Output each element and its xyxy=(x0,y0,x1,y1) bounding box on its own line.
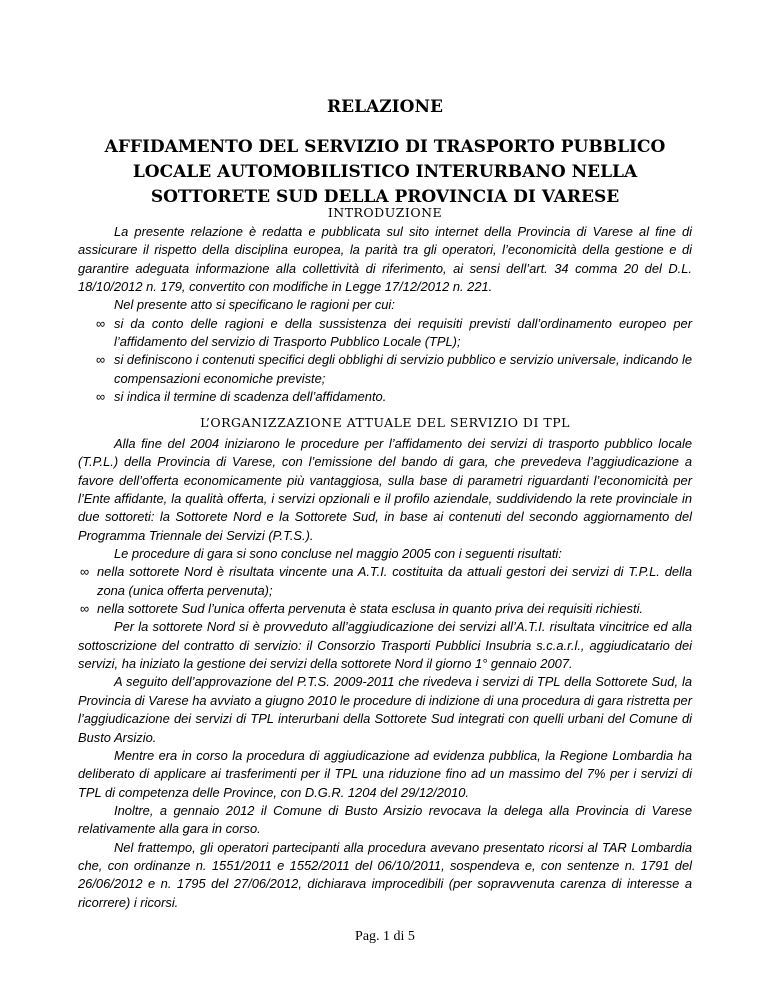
org-paragraph-4: A seguito dell’approvazione del P.T.S. 2009-2011 che rivedeva i servizi di TPL della Sottorete Sud, la Provincia di Varese ha avviato a giugno 2010 le procedure di indizione di una procedura di gara ristretta per l’aggiudicazione dei servizi di TPL interurbani della Sottorete Sud integrati con quelli urbani del Comune di Busto Arsizio. xyxy=(78,674,692,745)
intro-bullet-list xyxy=(78,315,692,407)
bullet-icon: ∞ xyxy=(96,315,106,331)
list-item: ∞ nella sottorete Nord è risultata vincente una A.T.I. costituita da attuali gestori dei servizi di T.P.L. della zona (unica offerta pervenuta); xyxy=(80,564,692,598)
list-item: ∞ si indica il termine di scadenza dell’affidamento. xyxy=(78,388,692,406)
organization-heading: L’ORGANIZZAZIONE ATTUALE DEL SERVIZIO DI TPL xyxy=(200,415,570,430)
org-paragraph-1: Alla fine del 2004 iniziarono le procedure per l’affidamento dei servizi di trasporto pubblico locale (T.P.L.) della Provincia di Varese, con l’emissione del bando di gara, che prevedeva l’aggiudicazione a favore dell’offerta economicamente più vantaggiosa, sulla base di parametri riguardanti l’economicità per l’Ente affidante, la qualità offerta, i servizi opzionali e il profilo aziendale, suddividendo la rete provinciale in due sottoreti: la Sottorete Nord e la Sottorete Sud, in base ai contenuti del secondo aggiornamento del Programma Triennale dei Servizi (P.T.S.). xyxy=(78,436,692,543)
intro-heading: INTRODUZIONE xyxy=(327,205,443,220)
intro-paragraph-2: Nel presente atto si specificano le ragioni per cui: xyxy=(114,297,395,313)
bullet-icon: ∞ xyxy=(96,352,106,368)
org-paragraph-3: Per la sottorete Nord si è provveduto all’aggiudicazione dei servizi all’A.T.I. risultata vincitrice ed alla sottoscrizione del contratto di servizio: il Consorzio Trasporti Pubblici Insubria s.c.a.r.l., aggiudicatario dei servizi, ha iniziato la gestione dei servizi della sottorete Nord il giorno 1° gennaio 2007. xyxy=(78,619,692,672)
page-number: Pag. 1 di 5 xyxy=(355,929,415,944)
list-item: ∞ si da conto delle ragioni e della sussistenza dei requisiti previsti dall’ordinamento europeo per l’affidamento del servizio di Trasporto Pubblico Locale (TPL); xyxy=(96,315,692,350)
org-paragraph-7: Nel frattempo, gli operatori partecipanti alla procedura avevano presentato ricorsi al TAR Lombardia che, con ordinanze n. 1551/2011 e 1552/2011 del 06/10/2011, sospendeva e, con sentenze n. 1791 del 26/06/2012 e n. 1795 del 27/06/2012, dichiarava improcedibili (per sopravvenuta carenza di interesse a ricorrere) i ricorsi. xyxy=(78,839,692,910)
bullet-icon: ∞ xyxy=(96,389,106,405)
list-item: ∞ nella sottorete Sud l’unica offerta pervenuta è stata esclusa in quanto priva dei requisiti richiesti. xyxy=(78,600,692,618)
bullet-icon: ∞ xyxy=(80,564,90,580)
document-subtitle: AFFIDAMENTO DEL SERVIZIO DI TRASPORTO PUBBLICO LOCALE AUTOMOBILISTICO INTERURBANO NELLA SOTTORETE SUD DELLA PROVINCIA DI VARESE xyxy=(104,137,666,207)
org-paragraph-5: Mentre era in corso la procedura di aggiudicazione ad evidenza pubblica, la Regione Lombardia ha deliberato di applicare ai trasferimenti per il TPL una riduzione fino ad un massimo del 7% per i servizi di TPL di competenza delle Province, con D.G.R. 1204 del 29/12/2010. xyxy=(78,747,692,800)
bullet-icon: ∞ xyxy=(80,601,90,617)
intro-paragraph-1: La presente relazione è redatta e pubblicata sul sito internet della Provincia di Varese al fine di assicurare il rispetto della disciplina europea, la parità tra gli operatori, l’economicità della gestione e di garantire adeguata informazione alla collettività di riferimento, ai sensi dell’art. 34 comma 20 del D.L. 18/10/2012 n. 179, convertito con modifiche in Legge 17/12/2012 n. 221. xyxy=(78,224,692,295)
org-bullet-list xyxy=(78,563,692,618)
list-item: ∞ si definiscono i contenuti specifici degli obblighi di servizio pubblico e servizio universale, indicando le compensazioni economiche previste; xyxy=(96,352,692,386)
document-title: RELAZIONE xyxy=(327,97,443,117)
intro-section xyxy=(78,223,692,406)
org-paragraph-6: Inoltre, a gennaio 2012 il Comune di Busto Arsizio revocava la delega alla Provincia di Varese relativamente alla gara in corso. xyxy=(78,802,692,837)
org-paragraph-2: Le procedure di gara si sono concluse nel maggio 2005 con i seguenti risultati: xyxy=(114,546,562,562)
organization-section xyxy=(78,435,692,912)
